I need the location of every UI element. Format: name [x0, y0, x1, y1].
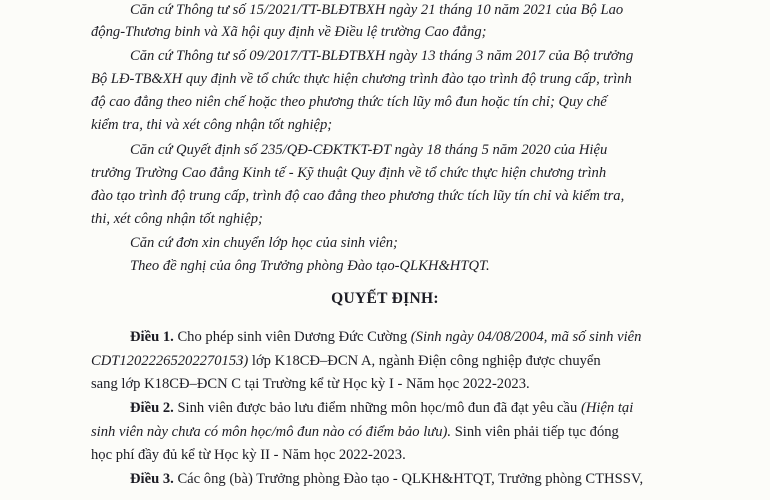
basis-line-5: độ cao đẳng theo niên chế hoặc theo phương thức tích lũy mô đun hoặc tín chỉ; Quy chế [91, 94, 607, 110]
article-1-line-3: sang lớp K18CĐ–ĐCN C tại Trường kể từ Học kỳ I - Năm học 2022-2023. [91, 376, 530, 392]
article-2-text-b: (Hiện tại [580, 400, 634, 416]
basis-line-7: Căn cứ Quyết định số 235/QĐ-CĐKTKT-ĐT ngày 18 tháng 5 năm 2020 của Hiệu [130, 142, 608, 158]
decision-heading: QUYẾT ĐỊNH: [331, 290, 439, 307]
article-3-text-a: Các ông (bà) Trưởng phòng Đào tạo - QLKH&HTQT, Trưởng phòng CTHSSV, [177, 471, 644, 487]
article-1-label: Điều 1. [130, 329, 174, 345]
article-2-line-3: học phí đầy đủ kể từ Học kỳ II - Năm học 2022-2023. [91, 447, 406, 463]
basis-line-10: thi, xét công nhận tốt nghiệp; [91, 211, 263, 227]
student-id: CDT1202226520227015З) [91, 353, 249, 369]
article-2-text-a: Sinh viên được bảo lưu điểm những môn học/mô đun đã đạt yêu cầu [177, 400, 578, 416]
basis-line-9: đào tạo trình độ trung cấp, trình độ cao đẳng theo phương thức tích lũy tín chỉ và kiểm tra, [91, 188, 625, 204]
basis-line-2: động-Thương binh và Xã hội quy định về Điều lệ trường Cao đẳng; [91, 24, 487, 40]
article-2-text-c: sinh viên này chưa có môn học/mô đun nào có điểm bảo lưu). [91, 424, 452, 440]
article-3-line-1 [130, 472, 643, 487]
basis-line-3: Căn cứ Thông tư số 09/2017/TT-BLĐTBXH ngày 13 tháng 3 năm 2017 của Bộ trưởng [130, 48, 634, 64]
basis-line-11: Căn cứ đơn xin chuyển lớp học của sinh viên; [130, 235, 398, 251]
article-2-label: Điều 2. [130, 400, 174, 416]
article-3-label: Điều 3. [130, 471, 174, 487]
basis-line-4: Bộ LĐ-TB&XH quy định về tổ chức thực hiện chương trình đào tạo trình độ trung cấp, trình [91, 71, 632, 87]
article-2-line-2 [91, 425, 619, 440]
basis-line-12: Theo đề nghị của ông Trưởng phòng Đào tạo-QLKH&HTQT. [130, 258, 490, 274]
article-1-line-2 [91, 354, 601, 369]
basis-line-1: Căn cứ Thông tư số 15/2021/TT-BLĐTBXH ngày 21 tháng 10 năm 2021 của Bộ Lao [130, 2, 624, 18]
article-2-line-1 [130, 401, 633, 416]
article-1-text-a: Cho phép sinh viên Dương Đức Cường [177, 329, 408, 345]
basis-line-8: trưởng Trường Cao đẳng Kinh tế - Kỹ thuật Quy định về tổ chức thực hiện chương trình [91, 165, 607, 181]
article-2-text-d: Sinh viên phải tiếp tục đóng [454, 424, 619, 440]
article-1-text-b: (Sinh ngày 04/08/2004, mã số sinh viên [410, 329, 642, 345]
article-1-text-c: lớp K18CĐ–ĐCN A, ngành Điện công nghiệp được chuyển [251, 353, 601, 369]
basis-line-6: kiểm tra, thi và xét công nhận tốt nghiệp; [91, 117, 333, 133]
article-1-line-1 [130, 330, 641, 345]
